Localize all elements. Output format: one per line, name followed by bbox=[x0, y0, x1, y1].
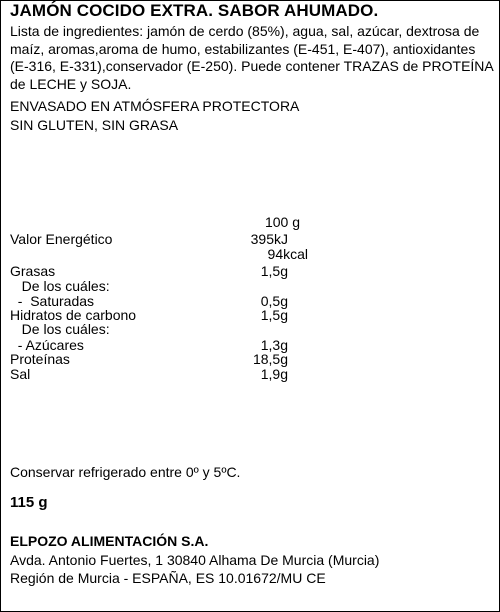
nutrition-header: 100 g bbox=[264, 214, 300, 230]
nutrient-label: - Saturadas bbox=[10, 293, 95, 309]
nutrient-value: 1,3g bbox=[260, 337, 288, 353]
company-name: ELPOZO ALIMENTACIÓN S.A. bbox=[10, 533, 209, 549]
energy-kcal-row bbox=[10, 246, 330, 263]
ingredients-list: Lista de ingredientes: jamón de cerdo (85%), agua, sal, azúcar, dextrosa de maíz, aromas,aroma de humo, estabilizantes (E-451, E-407), antioxidantes (E-316, E-331),conservador (E-250). Puede contener TRAZAS de PROTEÍNA de LECHE y SOJA. bbox=[10, 23, 493, 92]
nutrient-label: - Azúcares bbox=[10, 337, 84, 353]
nutrient-label: De los cuáles: bbox=[10, 321, 110, 337]
nutrient-value: 18,5g bbox=[252, 351, 288, 367]
product-title: JAMÓN COCIDO EXTRA. SABOR AHUMADO. bbox=[10, 1, 379, 20]
nutrition-row bbox=[10, 321, 330, 338]
energy-kcal: 94kcal bbox=[267, 246, 308, 262]
energy-kj: 395kJ bbox=[250, 231, 288, 247]
net-weight: 115 g bbox=[10, 494, 48, 511]
nutrition-row bbox=[10, 366, 330, 383]
energy-label: Valor Energético bbox=[10, 231, 113, 247]
nutrient-label: Hidratos de carbono bbox=[10, 307, 137, 323]
nutrient-value: 0,5g bbox=[260, 293, 288, 309]
packaging-note: ENVASADO EN ATMÓSFERA PROTECTORA bbox=[10, 98, 300, 114]
nutrient-value: 1,5g bbox=[260, 307, 288, 323]
nutrient-label: De los cuáles: bbox=[10, 278, 110, 294]
nutrient-value: 1,5g bbox=[260, 263, 288, 279]
nutrient-label: Proteínas bbox=[10, 351, 70, 367]
claims-note: SIN GLUTEN, SIN GRASA bbox=[10, 117, 179, 133]
company-address: Avda. Antonio Fuertes, 1 30840 Alhama De Murcia (Murcia) bbox=[10, 552, 380, 568]
nutrient-value: 1,9g bbox=[260, 366, 288, 382]
nutrient-label: Grasas bbox=[10, 263, 56, 279]
nutrition-header-row bbox=[10, 214, 330, 231]
company-region: Región de Murcia - ESPAÑA, ES 10.01672/MU CE bbox=[10, 570, 326, 586]
nutrient-label: Sal bbox=[10, 366, 31, 382]
storage-instructions: Conservar refrigerado entre 0º y 5ºC. bbox=[10, 464, 241, 480]
